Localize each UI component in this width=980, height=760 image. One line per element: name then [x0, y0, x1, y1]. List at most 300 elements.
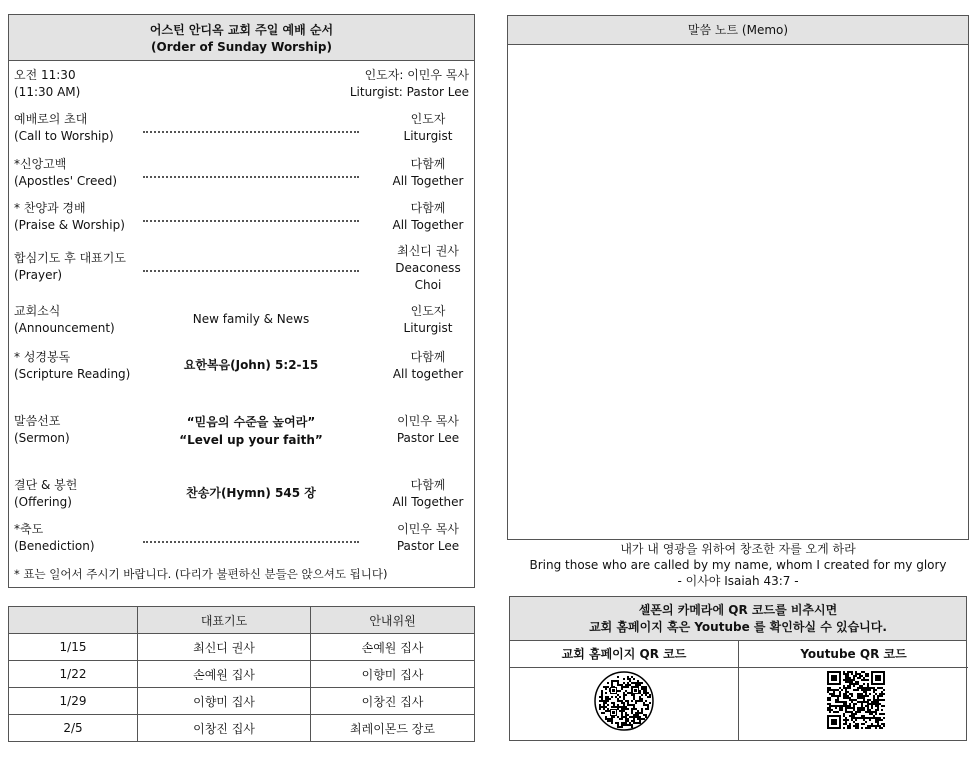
qr-module [639, 698, 641, 700]
qr-module [845, 677, 847, 679]
qr-module [607, 700, 609, 702]
qr-module [867, 685, 869, 687]
qr-module [857, 695, 859, 697]
qr-module [845, 675, 847, 677]
qr-module [875, 701, 877, 703]
qr-module [615, 696, 617, 698]
qr-module [631, 676, 633, 678]
qr-module [865, 721, 867, 723]
item-leader-en: All together [392, 367, 464, 381]
qr-module [845, 681, 847, 683]
qr-module [847, 695, 849, 697]
qr-module [625, 714, 627, 716]
qr-module [623, 698, 625, 700]
qr-module [881, 695, 883, 697]
qr-module [857, 687, 859, 689]
qr-module [839, 701, 841, 703]
table-row [9, 634, 475, 661]
qr-module [857, 673, 859, 675]
qr-module [621, 726, 623, 728]
qr-module [865, 687, 867, 689]
qr-module [827, 697, 829, 699]
qr-module [621, 708, 623, 710]
qr-module [629, 692, 631, 694]
qr-module [845, 689, 847, 691]
qr-module [843, 723, 845, 725]
qr-module [847, 725, 849, 727]
qr-module [877, 699, 879, 701]
qr-module [611, 718, 613, 720]
qr-module [851, 701, 853, 703]
qr-module [629, 704, 631, 706]
qr-module [633, 708, 635, 710]
qr-module [641, 708, 643, 710]
qr-module [845, 695, 847, 697]
qr-module [863, 701, 865, 703]
qr-module [637, 714, 639, 716]
qr-module [639, 692, 641, 694]
item-ko: 결단 & 봉헌 [14, 478, 78, 492]
qr-module [645, 690, 647, 692]
qr-module [861, 695, 863, 697]
qr-module [851, 711, 853, 713]
qr-module [857, 723, 859, 725]
qr-module [849, 677, 851, 679]
qr-module [855, 711, 857, 713]
qr-module [849, 683, 851, 685]
qr-module [859, 685, 861, 687]
qr-module [617, 698, 619, 700]
qr-module [627, 700, 629, 702]
qr-module [877, 707, 879, 709]
qr-module [625, 724, 627, 726]
qr-module [619, 696, 621, 698]
qr-module [869, 709, 871, 711]
qr-module [863, 677, 865, 679]
qr-module [833, 711, 835, 713]
qr-module [875, 719, 877, 721]
qr-module [599, 704, 601, 706]
qr-module [621, 686, 623, 688]
qr-module [857, 711, 859, 713]
qr-module [639, 722, 641, 724]
qr-module [837, 701, 839, 703]
qr-module [845, 721, 847, 723]
qr-module [841, 707, 843, 709]
table-row [9, 661, 475, 688]
qr-module [633, 704, 635, 706]
qr-module [853, 677, 855, 679]
qr-module [863, 687, 865, 689]
qr-module [623, 710, 625, 712]
qr-module [611, 722, 613, 724]
qr-module [623, 706, 625, 708]
qr-module [617, 704, 619, 706]
cell-date: 1/29 [9, 688, 138, 715]
qr-module [603, 702, 605, 704]
qr-module [849, 723, 851, 725]
item-ko: 합심기도 후 대표기도 [14, 251, 126, 265]
qr-module [839, 691, 841, 693]
qr-module [843, 679, 845, 681]
qr-module [855, 683, 857, 685]
qr-module [869, 711, 871, 713]
qr-module [645, 716, 647, 718]
qr-module [845, 673, 847, 675]
leader-dots [143, 541, 359, 543]
qr-module [845, 709, 847, 711]
qr-module [647, 704, 649, 706]
qr-module [867, 689, 869, 691]
qr-module [827, 707, 829, 709]
qr-module [643, 718, 645, 720]
qr-module [871, 717, 873, 719]
item-ko: *신앙고백 [14, 157, 67, 171]
qr-module [837, 689, 839, 691]
item-en: (Apostles' Creed) [14, 174, 118, 188]
qr-module [877, 723, 879, 725]
qr-module [601, 706, 603, 708]
qr-module [617, 682, 619, 684]
leader-dots [143, 131, 359, 133]
qr-module [621, 684, 623, 686]
service-time-en: (11:30 AM) [14, 85, 81, 99]
qr-module [857, 727, 859, 729]
table-header-row [9, 607, 475, 634]
qr-module [619, 706, 621, 708]
qr-module [883, 689, 885, 691]
qr-module [605, 716, 607, 718]
qr-module [827, 709, 829, 711]
qr-module [609, 698, 611, 700]
qr-module [847, 679, 849, 681]
qr-module [601, 700, 603, 702]
qr-module [603, 708, 605, 710]
qr-module [857, 693, 859, 695]
qr-module [627, 720, 629, 722]
qr-module [879, 713, 881, 715]
qr-module [855, 671, 857, 673]
item-leader-en: Deaconess [395, 261, 461, 275]
qr-module [877, 695, 879, 697]
qr-module [829, 711, 831, 713]
qr-module [853, 725, 855, 727]
qr-module [619, 700, 621, 702]
qr-module [635, 716, 637, 718]
qr-module [623, 692, 625, 694]
qr-module [625, 708, 627, 710]
qr-module [865, 673, 867, 675]
qr-module [863, 689, 865, 691]
qr-module [849, 693, 851, 695]
item-leader: 최신디 권사 [397, 244, 459, 258]
column-header-prayer: 대표기도 [138, 607, 311, 634]
qr-module [857, 681, 859, 683]
qr-module [615, 680, 617, 682]
qr-module [847, 685, 849, 687]
qr-module [609, 718, 611, 720]
qr-module [881, 699, 883, 701]
qr-module [859, 697, 861, 699]
qr-module [631, 712, 633, 714]
qr-module [865, 695, 867, 697]
qr-module [849, 697, 851, 699]
qr-module [871, 701, 873, 703]
qr-module [881, 709, 883, 711]
qr-module [865, 701, 867, 703]
qr-module [853, 675, 855, 677]
qr-module [877, 709, 879, 711]
qr-module [851, 683, 853, 685]
qr-module [845, 693, 847, 695]
qr-module [851, 707, 853, 709]
qr-module [837, 695, 839, 697]
qr-module [851, 699, 853, 701]
qr-module [861, 715, 863, 717]
qr-finder-pattern [612, 689, 615, 692]
qr-module [631, 724, 633, 726]
item-leader: 다함께 [410, 157, 446, 171]
qr-module [865, 693, 867, 695]
qr-module [639, 720, 641, 722]
qr-module [869, 693, 871, 695]
qr-module [621, 714, 623, 716]
qr-module [639, 684, 641, 686]
qr-module [633, 694, 635, 696]
item-leader: 이민우 목사 [397, 414, 459, 428]
qr-module [603, 704, 605, 706]
qr-module [637, 684, 639, 686]
qr-module [843, 685, 845, 687]
qr-module [867, 695, 869, 697]
qr-module [871, 723, 873, 725]
qr-module [861, 679, 863, 681]
qr-module [619, 684, 621, 686]
sermon-title-ko: “믿음의 수준을 높여라” [186, 415, 316, 429]
qr-module [861, 705, 863, 707]
qr-module [863, 683, 865, 685]
qr-module [605, 700, 607, 702]
qr-module [857, 709, 859, 711]
cell-usher: 이창진 집사 [311, 688, 475, 715]
qr-module [623, 724, 625, 726]
qr-module [881, 727, 883, 729]
column-header-date [9, 607, 138, 634]
qr-module [631, 694, 633, 696]
qr-module [883, 699, 885, 701]
qr-module [641, 718, 643, 720]
qr-module [831, 705, 833, 707]
qr-module [855, 723, 857, 725]
memo-writing-area[interactable] [508, 45, 968, 539]
verse-reference: - 이사야 Isaiah 43:7 - [677, 574, 799, 588]
qr-module [637, 718, 639, 720]
qr-module [829, 693, 831, 695]
qr-module [609, 720, 611, 722]
qr-module [849, 703, 851, 705]
qr-module [857, 725, 859, 727]
qr-module [623, 682, 625, 684]
qr-module [867, 711, 869, 713]
qr-module [867, 717, 869, 719]
qr-module [855, 689, 857, 691]
item-en: (Announcement) [14, 321, 115, 335]
qr-module [827, 687, 829, 689]
cell-prayer: 손예원 집사 [138, 661, 311, 688]
qr-module [633, 718, 635, 720]
qr-module [859, 695, 861, 697]
qr-module [875, 721, 877, 723]
qr-module [849, 685, 851, 687]
qr-module [867, 709, 869, 711]
qr-module [605, 688, 607, 690]
qr-module [617, 722, 619, 724]
qr-module [833, 693, 835, 695]
qr-module [645, 700, 647, 702]
qr-module [843, 693, 845, 695]
qr-module [873, 695, 875, 697]
qr-module [849, 715, 851, 717]
memo-panel [507, 15, 969, 540]
qr-module [849, 725, 851, 727]
item-ko: * 성경봉독 [14, 350, 71, 364]
qr-module [863, 697, 865, 699]
qr-module [843, 715, 845, 717]
qr-module [859, 709, 861, 711]
qr-module [837, 697, 839, 699]
worship-order-panel [8, 14, 475, 588]
qr-module [625, 720, 627, 722]
qr-module [605, 718, 607, 720]
qr-module [607, 682, 609, 684]
qr-module [623, 716, 625, 718]
cell-usher: 손예원 집사 [311, 634, 475, 661]
qr-module [859, 693, 861, 695]
qr-module [845, 679, 847, 681]
qr-module [611, 720, 613, 722]
qr-module [843, 703, 845, 705]
qr-module [605, 698, 607, 700]
qr-module [867, 701, 869, 703]
qr-module [879, 703, 881, 705]
item-en: (Call to Worship) [14, 129, 114, 143]
qr-module [847, 691, 849, 693]
qr-module [863, 717, 865, 719]
qr-module [859, 707, 861, 709]
standing-note: * 표는 일어서 주시기 바랍니다. (다리가 불편하신 분들은 앉으셔도 됩니다) [14, 567, 388, 581]
qr-module [865, 727, 867, 729]
homepage-qr-code[interactable] [594, 671, 654, 731]
qr-module [621, 710, 623, 712]
qr-module [871, 711, 873, 713]
qr-module [833, 705, 835, 707]
qr-module [879, 695, 881, 697]
qr-module [867, 725, 869, 727]
qr-module [843, 673, 845, 675]
qr-module [863, 671, 865, 673]
qr-module [875, 705, 877, 707]
qr-module [633, 720, 635, 722]
qr-module [613, 706, 615, 708]
qr-module [621, 700, 623, 702]
qr-module [649, 696, 651, 698]
qr-module [863, 715, 865, 717]
qr-module [873, 725, 875, 727]
qr-module [617, 700, 619, 702]
qr-module [867, 705, 869, 707]
qr-module [847, 677, 849, 679]
cell-date: 2/5 [9, 715, 138, 742]
qr-module [863, 699, 865, 701]
qr-module [621, 718, 623, 720]
qr-module [861, 697, 863, 699]
qr-module [641, 688, 643, 690]
liturgist-ko: 인도자: 이민우 목사 [364, 68, 469, 82]
qr-module [643, 704, 645, 706]
qr-module [863, 719, 865, 721]
qr-module [853, 679, 855, 681]
qr-module [839, 709, 841, 711]
qr-module [879, 699, 881, 701]
qr-module [629, 722, 631, 724]
qr-module [833, 695, 835, 697]
item-content: 찬송가(Hymn) 545 장 [186, 486, 316, 500]
qr-module [829, 705, 831, 707]
qr-finder-pattern [875, 675, 881, 681]
qr-module [827, 699, 829, 701]
qr-module [625, 684, 627, 686]
qr-module [851, 715, 853, 717]
qr-module [631, 726, 633, 728]
qr-module [829, 703, 831, 705]
qr-module [625, 716, 627, 718]
qr-module [851, 717, 853, 719]
item-en: (Scripture Reading) [14, 367, 131, 381]
item-leader-en: All Together [392, 174, 464, 188]
qr-module [841, 701, 843, 703]
qr-module [615, 706, 617, 708]
qr-module [849, 727, 851, 729]
qr-module [643, 690, 645, 692]
qr-module [845, 707, 847, 709]
qr-module [881, 693, 883, 695]
qr-module [827, 703, 829, 705]
qr-module [875, 725, 877, 727]
qr-module [607, 718, 609, 720]
leader-dots [143, 270, 359, 272]
qr-module [875, 727, 877, 729]
cell-prayer: 이향미 집사 [138, 688, 311, 715]
qr-module [843, 671, 845, 673]
youtube-qr-label: Youtube QR 코드 [739, 641, 968, 668]
qr-module [881, 691, 883, 693]
item-content: 요한복음(John) 5:2-15 [183, 358, 319, 372]
qr-module [863, 709, 865, 711]
qr-module [647, 696, 649, 698]
qr-module [855, 717, 857, 719]
qr-module [847, 719, 849, 721]
qr-module [623, 708, 625, 710]
qr-finder-pattern [831, 719, 837, 725]
qr-module [835, 695, 837, 697]
qr-module [837, 699, 839, 701]
youtube-qr-code[interactable] [827, 671, 885, 729]
qr-module [637, 680, 639, 682]
qr-module [829, 709, 831, 711]
qr-module [875, 703, 877, 705]
qr-module [605, 686, 607, 688]
qr-module [861, 689, 863, 691]
